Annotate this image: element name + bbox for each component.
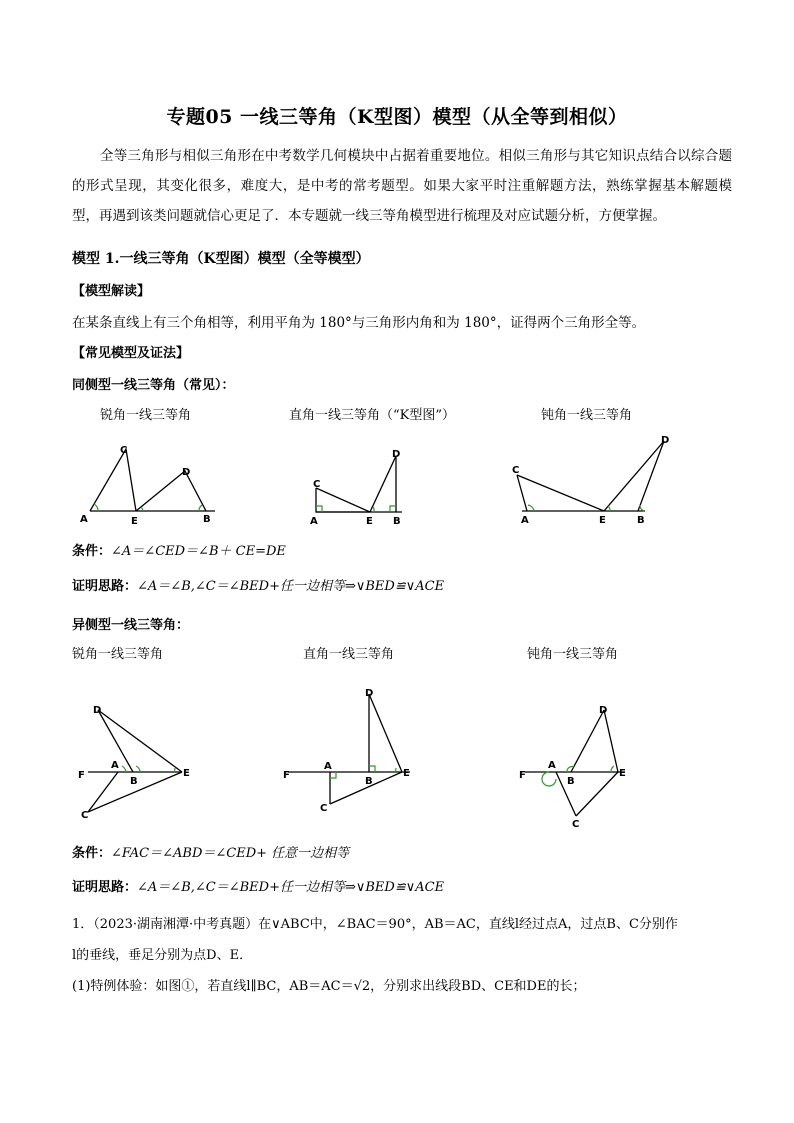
problem1-line3: (1)特例体验：如图①，若直线l∥BC，AB＝AC＝√2，分别求出线段BD、CE和DE的长； [72, 979, 586, 994]
label-C5: C [320, 803, 328, 814]
diagram-same-right [310, 449, 402, 527]
problem1-line2: l的垂线，垂足分别为点D、E． [72, 948, 253, 963]
label-D6: D [599, 705, 608, 716]
label-A2: A [310, 516, 318, 527]
label-F5: F [283, 770, 290, 781]
label-B: B [203, 514, 211, 525]
label-E2: E [366, 516, 373, 527]
model1-heading: 模型 1.一线三等角（K型图）模型（全等模型） [72, 251, 370, 267]
label-D3: D [661, 435, 670, 446]
label-A5: A [324, 761, 332, 772]
same-caption-acute: 锐角一线三等角 [100, 408, 192, 423]
diagram-diff-right [283, 688, 410, 814]
intro-paragraph: 全等三角形与相似三角形在中考数学几何模块中占据着重要地位。相似三角形与其它知识点结合以综合题的形式呈现，其变化很多，难度大，是中考的常考题型。如果大家平时注重解题方法，熟练掌握基本解题模型，再遇到该类问题就信心更足了．本专题就一线三等角模型进行梳理及对应试题分析，方便掌握。 [72, 148, 732, 224]
same-side-diagrams [0, 425, 794, 535]
label-A: A [80, 514, 88, 525]
label-C3: C [512, 465, 520, 476]
diff-caption-acute: 锐角一线三等角 [72, 647, 164, 662]
label-E: E [131, 516, 138, 527]
label-B4: B [130, 776, 138, 787]
label-D4: D [93, 705, 102, 716]
diff-condition-text: ∠FAC＝∠ABD＝∠CED+ 任意一边相等 [111, 846, 350, 861]
diff-caption-obtuse: 钝角一线三等角 [527, 647, 619, 662]
problem1-line1: 1．（2023·湖南湘潭·中考真题）在∨ABC中，∠BAC＝90°，AB＝AC，直线l经过点A，过点B、C分别作 [72, 917, 678, 932]
diff-condition-label: 条件： [72, 846, 112, 861]
diff-proof-label: 证明思路： [72, 880, 138, 895]
label-C: C [120, 445, 128, 456]
same-condition-text: ∠A＝∠CED＝∠B＋ CE=DE [111, 544, 286, 559]
diagram-same-acute [80, 445, 215, 527]
label-B2: B [393, 516, 401, 527]
diagram-diff-acute [78, 705, 190, 821]
page-title: 专题05 一线三等角（K型图）模型（从全等到相似） [166, 106, 628, 128]
label-E4: E [183, 768, 190, 779]
label-D: D [182, 467, 191, 478]
same-proof-label: 证明思路： [72, 579, 138, 594]
diagram-diff-obtuse [519, 705, 626, 830]
label-A3: A [521, 515, 529, 526]
label-A4: A [111, 760, 119, 771]
label-D5: D [365, 688, 374, 699]
label-C4: C [81, 810, 89, 821]
label-E3: E [599, 515, 606, 526]
diff-side-heading: 异侧型一线三等角： [72, 618, 190, 633]
label-E5: E [403, 768, 410, 779]
label-F4: F [78, 770, 85, 781]
label-C2: C [313, 479, 321, 490]
label-A6: A [548, 760, 556, 771]
same-caption-obtuse: 钝角一线三等角 [541, 408, 633, 423]
diff-side-diagrams [0, 680, 794, 830]
same-caption-right: 直角一线三等角（“K型图”） [289, 408, 456, 423]
label-D2: D [392, 449, 401, 460]
label-B5: B [365, 776, 373, 787]
reading-heading: 【模型解读】 [72, 284, 151, 299]
same-condition-label: 条件： [72, 544, 112, 559]
reading-text: 在某条直线上有三个角相等，利用平角为 180°与三角形内角和为 180°，证得两个三角形全等。 [72, 315, 646, 331]
same-proof-text: ∠A＝∠B,∠C＝∠BED+任一边相等⇒∨BED≌∨ACE [137, 579, 445, 594]
label-C6: C [572, 819, 580, 830]
label-B6: B [567, 776, 575, 787]
diff-caption-right: 直角一线三等角 [303, 647, 395, 662]
same-side-heading: 同侧型一线三等角（常见）： [72, 378, 235, 393]
diagram-same-obtuse [512, 435, 669, 526]
diff-proof-text: ∠A＝∠B,∠C＝∠BED+任一边相等⇒∨BED≌∨ACE [137, 880, 445, 895]
common-heading: 【常见模型及证法】 [72, 346, 190, 361]
label-F6: F [519, 770, 526, 781]
label-E6: E [619, 768, 626, 779]
label-B3: B [637, 515, 645, 526]
